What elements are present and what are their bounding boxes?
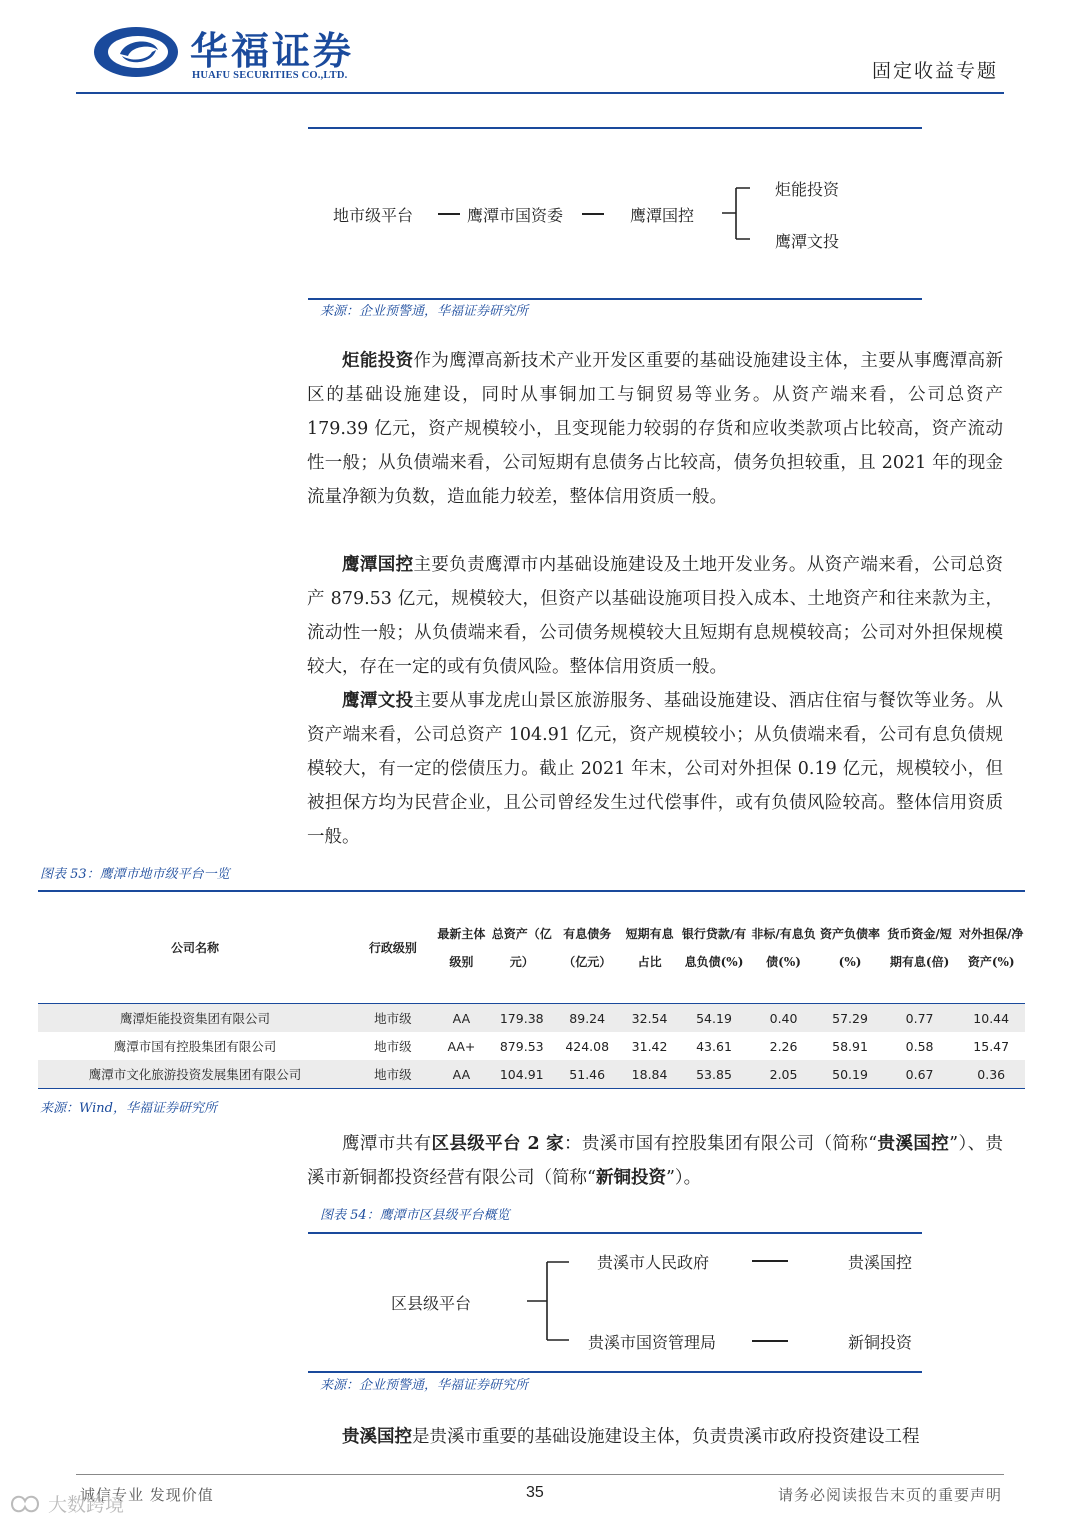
paragraph-lead: 炬能投资 bbox=[342, 351, 414, 371]
diagram54-top-mid: 贵溪市人民政府 bbox=[597, 1253, 710, 1272]
diagram1-bracket bbox=[722, 186, 752, 242]
table-cell: 15.47 bbox=[973, 1038, 1010, 1054]
diagram1-top-rule bbox=[308, 127, 922, 129]
company-logo-en: HUAFU SECURITIES CO.,LTD. bbox=[192, 70, 348, 81]
paragraph-bold: 新铜投资 bbox=[595, 1168, 666, 1188]
table53-title: 图表 53：鹰潭市地市级平台一览 bbox=[40, 867, 230, 882]
table-cell: AA bbox=[434, 1060, 489, 1089]
paragraph-text: 主要负责鹰潭市内基础设施建设及土地开发业务。从资产端来看，公司总资产 879.53 亿元，规模较大，但资产以基础设施项目投入成本、土地资产和往来款为主，流动性一般；从负债端来看，公司债务规模较大且短期有息规模较高；公司对外担保规模较大，存在一定的或有负债风险。整体信用资质一般。 bbox=[307, 555, 1003, 677]
table-cell: 0.58 bbox=[905, 1038, 934, 1054]
table-cell: 43.61 bbox=[696, 1038, 732, 1054]
column-header: 有息债务（亿元） bbox=[563, 927, 612, 969]
column-header: 最新主体级别 bbox=[437, 927, 486, 969]
table-cell: AA+ bbox=[447, 1038, 476, 1054]
paragraph-text: ”）。 bbox=[665, 1168, 702, 1188]
paragraph-juneng bbox=[307, 344, 1003, 514]
diagram54-root: 区县级平台 bbox=[391, 1294, 472, 1313]
column-header: 资产负债率(%) bbox=[820, 927, 881, 969]
column-header: 公司名称 bbox=[170, 941, 219, 955]
diagram54-connector bbox=[752, 1340, 788, 1342]
diagram1-root: 地市级平台 bbox=[333, 206, 414, 225]
column-header: 银行贷款/有息负债(%) bbox=[681, 927, 747, 969]
table-cell: 31.42 bbox=[631, 1038, 668, 1054]
column-header: 总资产（亿元） bbox=[491, 927, 552, 969]
table53 bbox=[38, 893, 1025, 1089]
diagram1-connector bbox=[582, 213, 604, 215]
table-cell: 179.38 bbox=[489, 1004, 554, 1033]
diagram54-source: 来源：企业预警通，华福证券研究所 bbox=[320, 1378, 529, 1393]
diagram1-holding: 鹰潭国控 bbox=[630, 206, 695, 225]
paragraph-text: ”）、贵溪市新铜都投资经营有限公司（简称“ bbox=[307, 1134, 1004, 1188]
table-cell: 2.05 bbox=[749, 1060, 819, 1089]
paragraph-lead: 贵溪国控 bbox=[342, 1427, 412, 1447]
table-cell: 地市级 bbox=[352, 1004, 434, 1033]
table-row bbox=[38, 1032, 1025, 1060]
table-cell: 879.53 bbox=[499, 1038, 544, 1054]
diagram54-bottom-rule bbox=[308, 1371, 922, 1373]
diagram1-branch-top: 炬能投资 bbox=[775, 180, 840, 199]
page-number: 35 bbox=[526, 1484, 544, 1501]
table-cell: 54.19 bbox=[679, 1004, 749, 1033]
column-header: 短期有息占比 bbox=[625, 927, 674, 969]
table-cell: 地市级 bbox=[352, 1060, 434, 1089]
table-cell: 0.36 bbox=[957, 1060, 1025, 1089]
paragraph-lead: 鹰潭文投 bbox=[342, 691, 414, 711]
table53-top-rule bbox=[38, 890, 1025, 892]
table-cell: 2.26 bbox=[769, 1038, 798, 1054]
paragraph-text: 主要从事龙虎山景区旅游服务、基础设施建设、酒店住宿与餐饮等业务。从资产端来看，公司总资产 104.91 亿元，资产规模较小；从负债端来看，公司有息负债规模较大，有一定的偿债压力。截止 2021 年末，公司对外担保 0.19 亿元，规模较小，但被担保方均为民营企业，且公司曾经发生过代偿事件，或有负债风险较高。整体信用资质一般。 bbox=[307, 691, 1003, 847]
table-cell: 89.24 bbox=[554, 1004, 619, 1033]
footer-divider bbox=[76, 1474, 1004, 1475]
column-header: 对外担保/净资产(%) bbox=[959, 927, 1024, 969]
table-cell: 104.91 bbox=[489, 1060, 554, 1089]
table-cell: AA bbox=[434, 1004, 489, 1033]
table-cell: 50.19 bbox=[818, 1060, 881, 1089]
header-divider bbox=[76, 92, 1004, 94]
table-cell: 58.91 bbox=[832, 1038, 868, 1054]
table-cell: 57.29 bbox=[818, 1004, 881, 1033]
table-cell: 51.46 bbox=[554, 1060, 619, 1089]
paragraph-yingtan-guokong bbox=[307, 548, 1003, 684]
paragraph-bold: 区县级平台 2 家 bbox=[431, 1134, 564, 1154]
footer-disclaimer: 请务必阅读报告末页的重要声明 bbox=[777, 1486, 1002, 1504]
diagram54-title: 图表 54：鹰潭市区县级平台概览 bbox=[320, 1208, 510, 1223]
footer-slogan: 诚信专业 发现价值 bbox=[80, 1486, 214, 1504]
diagram1-connector bbox=[438, 213, 460, 215]
table-cell: 32.54 bbox=[620, 1004, 679, 1033]
paragraph-text: ：贵溪市国有控股集团有限公司（简称“ bbox=[564, 1134, 878, 1154]
table-cell: 鹰潭市国有控股集团有限公司 bbox=[113, 1039, 277, 1054]
diagram1-branch-bottom: 鹰潭文投 bbox=[775, 232, 840, 251]
diagram1-mid: 鹰潭市国资委 bbox=[467, 206, 564, 225]
column-header: 行政级别 bbox=[368, 941, 417, 955]
table-cell: 鹰潭炬能投资集团有限公司 bbox=[38, 1004, 352, 1033]
table-cell: 53.85 bbox=[679, 1060, 749, 1089]
table-cell: 0.67 bbox=[882, 1060, 958, 1089]
table-cell: 地市级 bbox=[374, 1039, 412, 1054]
paragraph-text: 是贵溪市重要的基础设施建设主体，负责贵溪市政府投资建设工程 bbox=[412, 1427, 920, 1447]
watermark-logo-icon bbox=[8, 1491, 42, 1517]
diagram54-bracket bbox=[527, 1259, 571, 1343]
table-cell: 424.08 bbox=[565, 1038, 610, 1054]
paragraph-bold: 贵溪国控 bbox=[877, 1134, 950, 1154]
table-header-row bbox=[38, 893, 1025, 1004]
paragraph-county-platforms bbox=[307, 1127, 1003, 1195]
paragraph-guixi-guokong bbox=[307, 1420, 1003, 1454]
column-header: 非标/有息负债(%) bbox=[751, 927, 816, 969]
company-logo-cn: 华福证券 bbox=[190, 29, 355, 73]
diagram54-top-right: 贵溪国控 bbox=[848, 1253, 913, 1272]
table-cell: 0.77 bbox=[882, 1004, 958, 1033]
column-header: 货币资金/短期有息(倍) bbox=[887, 927, 952, 969]
paragraph-text: 鹰潭市共有 bbox=[342, 1134, 432, 1154]
huafu-logo-icon bbox=[92, 24, 184, 80]
diagram54-top-rule bbox=[308, 1232, 922, 1234]
table-row bbox=[38, 1004, 1025, 1033]
table-cell: 鹰潭市文化旅游投资发展集团有限公司 bbox=[38, 1060, 352, 1089]
paragraph-text: 作为鹰潭高新技术产业开发区重要的基础设施建设主体，主要从事鹰潭高新区的基础设施建设，同时从事铜加工与铜贸易等业务。从资产端来看，公司总资产 179.39 亿元，资产规模较小，且变现能力较弱的存货和应收类款项占比较高，资产流动性一般；从负债端来看，公司短期有息债务占比较高，债务负担较重，且 2021 年的现金流量净额为负数，造血能力较差，整体信用资质一般。 bbox=[307, 351, 1003, 507]
paragraph-yingtan-wentou bbox=[307, 684, 1003, 854]
table-cell: 10.44 bbox=[957, 1004, 1025, 1033]
paragraph-lead: 鹰潭国控 bbox=[342, 555, 414, 575]
table-cell: 18.84 bbox=[620, 1060, 679, 1089]
diagram1-source: 来源：企业预警通，华福证券研究所 bbox=[320, 304, 529, 319]
watermark bbox=[8, 1490, 124, 1517]
report-type-label: 固定收益专题 bbox=[871, 60, 998, 82]
table-cell: 0.40 bbox=[749, 1004, 819, 1033]
diagram54-bottom-mid: 贵溪市国资管理局 bbox=[588, 1333, 717, 1352]
diagram54-bottom-right: 新铜投资 bbox=[848, 1333, 913, 1352]
diagram54-connector bbox=[752, 1260, 788, 1262]
table53-source: 来源：Wind，华福证券研究所 bbox=[40, 1101, 217, 1116]
table-row bbox=[38, 1060, 1025, 1089]
watermark-text: 大数跨境 bbox=[48, 1494, 125, 1516]
